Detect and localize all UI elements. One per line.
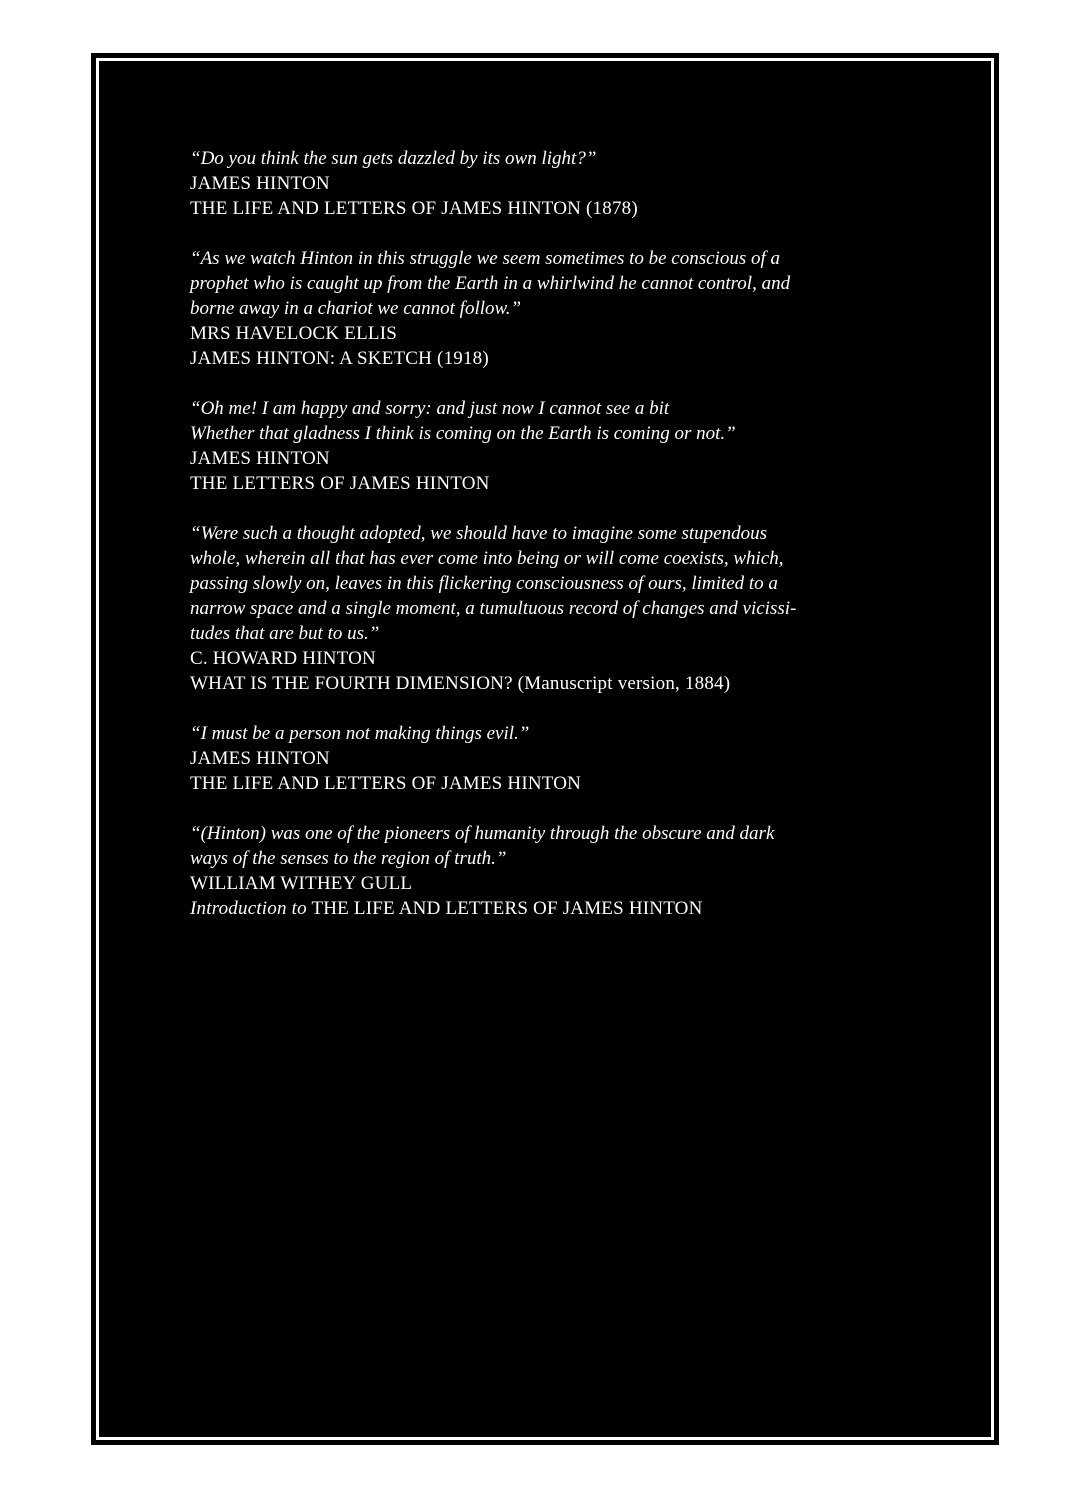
quote-source (190, 896, 910, 921)
quote-line: prophet who is caught up from the Earth in a whirlwind he cannot control, and (190, 273, 791, 294)
quote-source: THE LETTERS OF JAMES HINTON (190, 473, 490, 494)
quote-source: JAMES HINTON: A SKETCH (1918) (190, 348, 489, 369)
quote-line: “As we watch Hinton in this struggle we seem sometimes to be conscious of a (190, 248, 781, 269)
quote-line: whole, wherein all that has ever come into being or will come coexists, which, (190, 548, 784, 569)
quote-source: THE LIFE AND LETTERS OF JAMES HINTON (1878) (190, 198, 638, 219)
quote-line: borne away in a chariot we cannot follow.” (190, 298, 522, 319)
quote-author: WILLIAM WITHEY GULL (190, 873, 413, 894)
quote-source: THE LIFE AND LETTERS OF JAMES HINTON (190, 773, 582, 794)
quote-author: C. HOWARD HINTON (190, 648, 376, 669)
epigraph-list (190, 146, 910, 946)
quote-line: ways of the senses to the region of truth.” (190, 848, 507, 869)
epigraph-5 (190, 721, 910, 796)
epigraph-3 (190, 396, 910, 496)
epigraph-4 (190, 521, 910, 696)
quote-line: “Were such a thought adopted, we should have to imagine some stupendous (190, 523, 767, 544)
quote-line: “(Hinton) was one of the pioneers of humanity through the obscure and dark (190, 823, 775, 844)
epigraph-2 (190, 246, 910, 371)
quote-line: “I must be a person not making things evil.” (190, 723, 530, 744)
quote-line: Whether that gladness I think is coming on the Earth is coming or not.” (190, 423, 736, 444)
quote-author: JAMES HINTON (190, 748, 330, 769)
quote-author: JAMES HINTON (190, 448, 330, 469)
epigraph-6 (190, 821, 910, 921)
quote-line: passing slowly on, leaves in this flickering consciousness of ours, limited to a (190, 573, 778, 594)
quote-author: MRS HAVELOCK ELLIS (190, 323, 397, 344)
quote-source-title: THE LIFE AND LETTERS OF JAMES HINTON (311, 898, 703, 919)
quote-line: “Do you think the sun gets dazzled by its own light?” (190, 148, 597, 169)
epigraph-1 (190, 146, 910, 221)
quote-author: JAMES HINTON (190, 173, 330, 194)
quote-line: narrow space and a single moment, a tumultuous record of changes and vicissi- (190, 598, 797, 619)
quote-source: WHAT IS THE FOURTH DIMENSION? (Manuscript version, 1884) (190, 673, 731, 694)
quote-source-prefix: Introduction to (190, 898, 307, 919)
quote-line: tudes that are but to us.” (190, 623, 380, 644)
quote-line: “Oh me! I am happy and sorry: and just now I cannot see a bit (190, 398, 670, 419)
